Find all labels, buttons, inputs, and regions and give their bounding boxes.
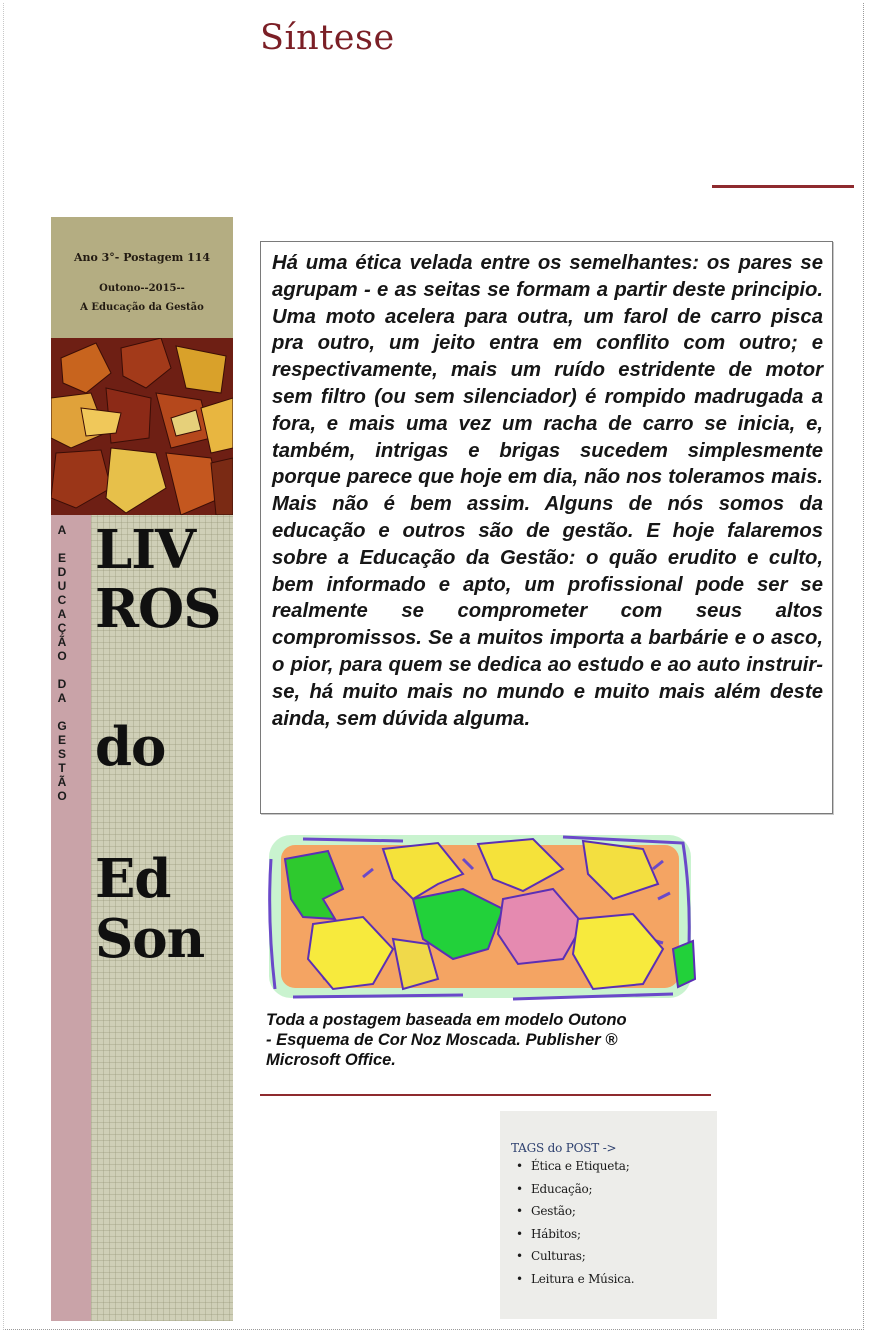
illustration-caption — [266, 1010, 706, 1070]
sidebar-subtitle: A Educação da Gestão — [80, 302, 204, 313]
sidebar-title-line: Son — [95, 908, 205, 970]
sidebar-vertical-strip — [51, 515, 91, 1321]
caption-line: Toda a postagem baseada em modelo Outono — [266, 1011, 627, 1029]
tags-box — [500, 1111, 717, 1319]
autumn-leaves-illustration — [263, 829, 697, 1004]
tags-heading: TAGS do POST -> — [511, 1141, 617, 1155]
sidebar-title-panel — [91, 515, 233, 1321]
tag-item: • Gestão; — [512, 1204, 634, 1227]
tag-item: • Ética e Etiqueta; — [512, 1159, 634, 1182]
autumn-leaves-photo — [51, 338, 233, 515]
main-paragraph: Há uma ética velada entre os semelhantes: os pares se agrupam - e as seitas se formam a partir deste principio. Uma moto acelera para outra, um farol de carro pisca pra outro, um jeito entra em conflito com outro; e respectivamente, mais um ruído estridente de motor sem filtro (ou sem silenciador) é rompido madrugada a fora, e mais uma vez um racha de carro se inicia, e, também, intrigas e brigas sucedem simplesmente porque parece que hoje em dia, não nos toleramos mais. Mais não é bem assim. Alguns de nós somos da educação e outros são de gestão. E hoje falaremos sobre a Educação da Gestão: o quão erudito e culto, bem informado e apto, um profissional pode ser se realmente se comprometer com seus altos compromissos. Se a muitos importa a barbárie e o asco, o pior, para quem se dedica ao estudo e ao auto instruir-se, há muito mais no mundo e muito mais além deste ainda, sem dúvida alguma. — [272, 252, 823, 730]
tag-item: • Leitura e Música. — [512, 1272, 634, 1295]
sidebar — [51, 217, 233, 1321]
sidebar-vertical-label: A E D U C A Ç Ã O D A G E S T Ã O — [57, 523, 67, 803]
section-rule — [260, 1094, 711, 1096]
main-text-box — [260, 241, 833, 814]
sidebar-title-line: Ed — [95, 848, 171, 910]
tag-item: • Educação; — [512, 1182, 634, 1205]
tag-item: • Hábitos; — [512, 1227, 634, 1250]
page-title: Síntese — [260, 18, 395, 58]
title-rule — [712, 185, 854, 188]
caption-line: Microsoft Office. — [266, 1051, 396, 1069]
sidebar-title-line: do — [95, 716, 166, 778]
sidebar-post-number: Ano 3°- Postagem 114 — [73, 251, 211, 264]
tags-list — [512, 1159, 634, 1294]
sidebar-title-line: LIV — [95, 519, 196, 581]
sidebar-header — [51, 217, 233, 338]
sidebar-season: Outono--2015-- — [99, 283, 185, 294]
tag-item: • Culturas; — [512, 1249, 634, 1272]
sidebar-title-line: ROS — [95, 578, 221, 640]
caption-line: - Esquema de Cor Noz Moscada. Publisher ® — [266, 1031, 618, 1049]
